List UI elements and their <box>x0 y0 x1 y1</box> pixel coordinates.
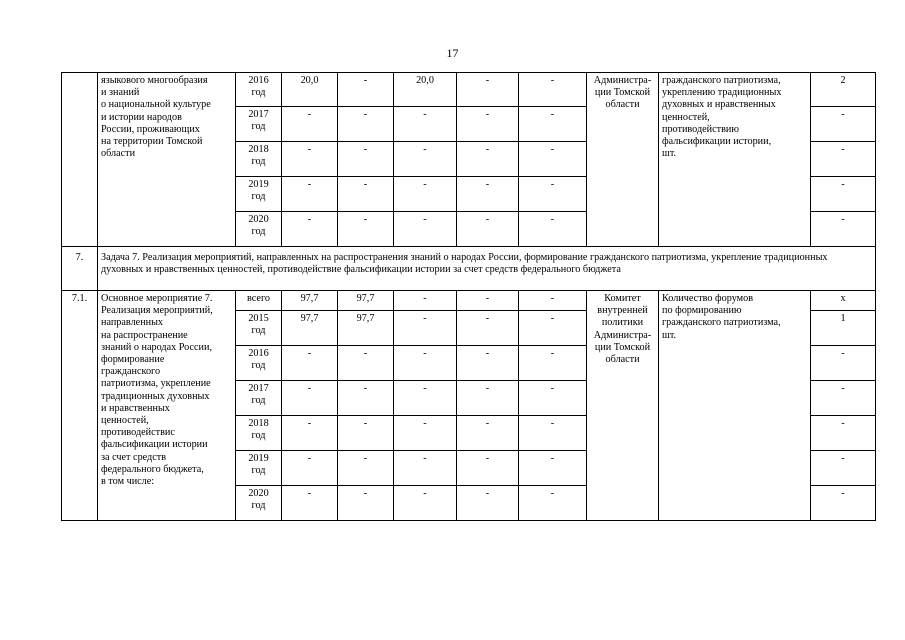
federal-cell: - <box>338 177 394 212</box>
year-cell: 2019 год <box>236 451 282 486</box>
indicator-value: х <box>811 291 876 311</box>
extra-cell: - <box>519 107 587 142</box>
local-cell: - <box>457 486 519 521</box>
task-row <box>62 247 876 291</box>
regional-cell: - <box>394 346 457 381</box>
year-cell: всего <box>236 291 282 311</box>
indicator-value: - <box>811 381 876 416</box>
federal-cell: - <box>338 381 394 416</box>
indicator-value: - <box>811 107 876 142</box>
regional-cell: - <box>394 381 457 416</box>
indicator-value: - <box>811 416 876 451</box>
federal-cell: - <box>338 451 394 486</box>
executor-cell: Комитет внутренней политики Администра- ции Томской области <box>587 291 659 521</box>
activity-name: Основное мероприятие 7. Реализация мероприятий, направленных на распространение знаний о народах России, формирование гражданского патриотизма, укрепление традиционных духовных и нравственных ценностей, противодействис фальсификации истории за счет средств федерального бюджета, в том числе: <box>98 291 236 521</box>
local-cell: - <box>457 177 519 212</box>
local-cell: - <box>457 451 519 486</box>
federal-cell: - <box>338 142 394 177</box>
row-number <box>62 73 98 247</box>
page-number: 17 <box>446 46 459 60</box>
activity-name: языкового многообразия и знаний о национальной культуре и истории народов России, проживающих на территории Томской области <box>98 73 236 247</box>
year-cell: 2019 год <box>236 177 282 212</box>
year-cell: 2020 год <box>236 212 282 247</box>
year-cell: 2016 год <box>236 73 282 107</box>
extra-cell: - <box>519 311 587 346</box>
extra-cell: - <box>519 381 587 416</box>
indicator-value: - <box>811 486 876 521</box>
year-cell: 2016 год <box>236 346 282 381</box>
federal-cell: 97,7 <box>338 291 394 311</box>
year-cell: 2018 год <box>236 142 282 177</box>
extra-cell: - <box>519 346 587 381</box>
federal-cell: - <box>338 73 394 107</box>
extra-cell: - <box>519 416 587 451</box>
year-cell: 2020 год <box>236 486 282 521</box>
total-cell: - <box>282 107 338 142</box>
federal-cell: - <box>338 212 394 247</box>
year-cell: 2015 год <box>236 311 282 346</box>
extra-cell: - <box>519 212 587 247</box>
regional-cell: - <box>394 177 457 212</box>
total-cell: 97,7 <box>282 291 338 311</box>
extra-cell: - <box>519 142 587 177</box>
indicator-value: - <box>811 142 876 177</box>
federal-cell: - <box>338 486 394 521</box>
total-cell: 97,7 <box>282 311 338 346</box>
regional-cell: - <box>394 486 457 521</box>
extra-cell: - <box>519 73 587 107</box>
local-cell: - <box>457 142 519 177</box>
local-cell: - <box>457 416 519 451</box>
indicator-cell: гражданского патриотизма, укреплению традиционных духовных и нравственных ценностей, противодействию фальсификации истории, шт. <box>659 73 811 247</box>
total-cell: - <box>282 346 338 381</box>
regional-cell: - <box>394 142 457 177</box>
total-cell: - <box>282 416 338 451</box>
total-cell: - <box>282 177 338 212</box>
task-number: 7. <box>62 247 98 291</box>
indicator-value: 1 <box>811 311 876 346</box>
regional-cell: 20,0 <box>394 73 457 107</box>
local-cell: - <box>457 311 519 346</box>
regional-cell: - <box>394 416 457 451</box>
year-cell: 2017 год <box>236 381 282 416</box>
total-cell: 20,0 <box>282 73 338 107</box>
extra-cell: - <box>519 486 587 521</box>
local-cell: - <box>457 107 519 142</box>
local-cell: - <box>457 73 519 107</box>
indicator-cell: Количество форумов по формированию гражданского патриотизма, шт. <box>659 291 811 521</box>
local-cell: - <box>457 212 519 247</box>
indicator-value: - <box>811 212 876 247</box>
regional-cell: - <box>394 291 457 311</box>
local-cell: - <box>457 381 519 416</box>
regional-cell: - <box>394 451 457 486</box>
extra-cell: - <box>519 451 587 486</box>
executor-cell: Администра- ции Томской области <box>587 73 659 247</box>
federal-cell: - <box>338 416 394 451</box>
indicator-value: - <box>811 177 876 212</box>
table-row <box>62 291 876 311</box>
extra-cell: - <box>519 291 587 311</box>
indicator-value: 2 <box>811 73 876 107</box>
indicator-value: - <box>811 451 876 486</box>
federal-cell: - <box>338 346 394 381</box>
total-cell: - <box>282 451 338 486</box>
local-cell: - <box>457 291 519 311</box>
total-cell: - <box>282 486 338 521</box>
total-cell: - <box>282 381 338 416</box>
program-table <box>61 72 876 521</box>
federal-cell: - <box>338 107 394 142</box>
regional-cell: - <box>394 212 457 247</box>
total-cell: - <box>282 142 338 177</box>
table-row <box>62 73 876 107</box>
indicator-value: - <box>811 346 876 381</box>
year-cell: 2017 год <box>236 107 282 142</box>
regional-cell: - <box>394 107 457 142</box>
regional-cell: - <box>394 311 457 346</box>
total-cell: - <box>282 212 338 247</box>
year-cell: 2018 год <box>236 416 282 451</box>
local-cell: - <box>457 346 519 381</box>
row-number: 7.1. <box>62 291 98 521</box>
extra-cell: - <box>519 177 587 212</box>
federal-cell: 97,7 <box>338 311 394 346</box>
task-text: Задача 7. Реализация мероприятий, направленных на распространения знаний о народах России, формирование гражданского патриотизма, укрепление традиционных духовных и нравственных ценностей, противодействие фальсификации истории за счет средств федерального бюджета <box>98 247 876 291</box>
